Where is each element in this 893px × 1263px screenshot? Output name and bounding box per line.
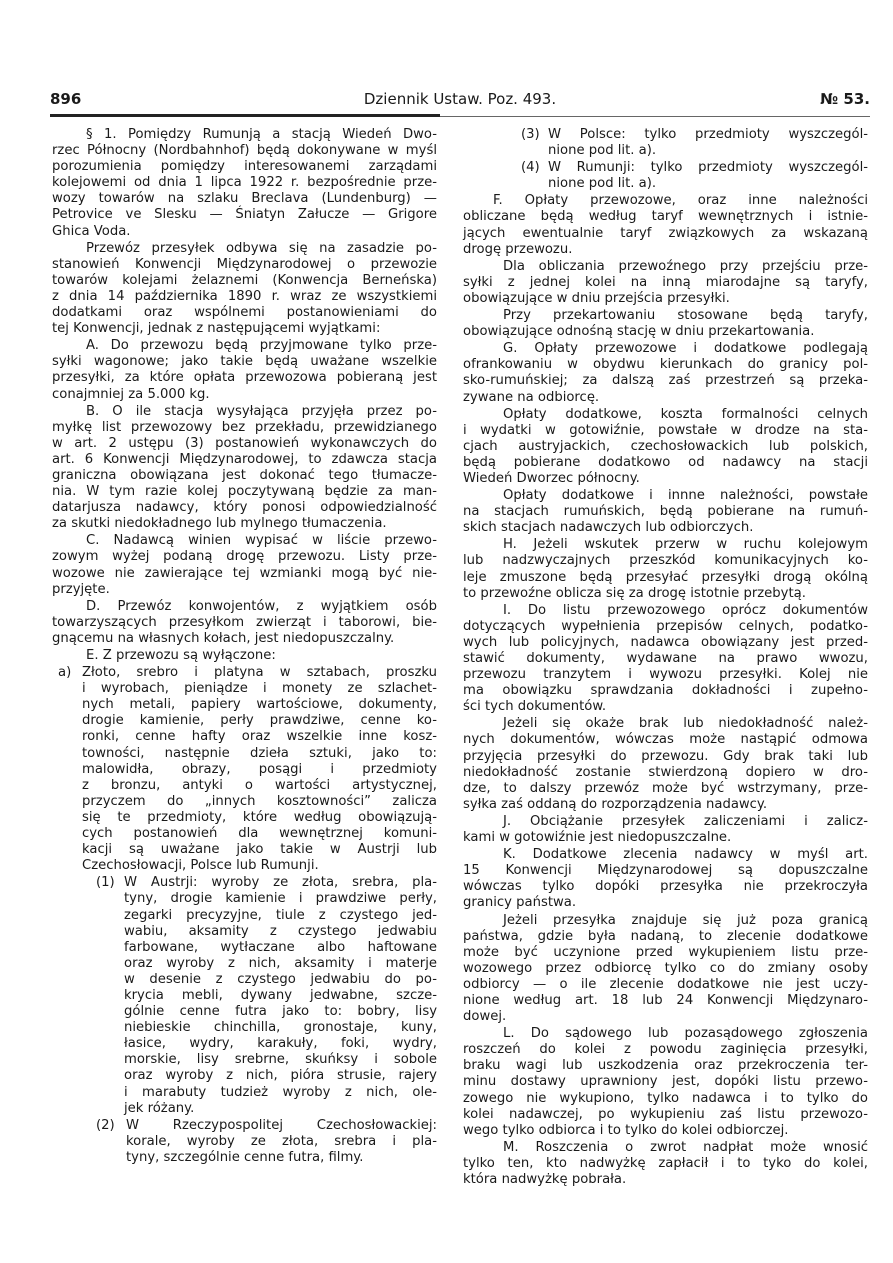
text-line: Wiedeń Dworzec północny. [463,470,640,486]
text-line: H. Jeżeli wskutek przerw w ruchu kolejowym [503,537,868,553]
text-line: conajmniej za 5.000 kg. [52,386,210,402]
text-line: krycia mebli, dywany jedwabne, szcze- [124,987,437,1003]
paragraph [52,127,437,240]
text-line: nych metali, papiery wartościowe, dokumenty, [82,697,437,713]
text-line: drogę przewozu. [463,241,573,257]
list-item [463,127,868,159]
text-line: K. Dodatkowe zlecenia nadawcy w myśl art. [503,847,868,863]
text-line: się te przedmioty, które według obowiązują- [82,809,437,825]
text-line: i wyrobach, pieniądze i monety ze szlachet- [82,681,437,697]
text-line: oraz wyroby z nich, aksamity i materje [124,955,437,971]
paragraph [52,241,437,338]
item-label: (1) [96,875,115,891]
text-line: wozy towarów na szlaku Breclava (Lundenburg) — [52,191,437,207]
text-line: wabiu, aksamity z czystego jedwabiu [124,923,437,939]
text-line: przyjęcia przesyłki do przewozu. Gdy brak taki lub [463,748,868,764]
text-line: przyczem do „innych kosztowności” zalicza [82,793,437,809]
text-line: Opłaty dodatkowe, koszta formalności celnych [503,406,868,422]
text-line: syłki z jednej kolei na inną miarodajne są taryfy, [463,274,868,290]
text-line: gólnie cenne futra jako to: bobry, lisy [124,1004,437,1020]
text-line: cjach austryjackich, czechosłowackich lub polskich, [463,438,868,454]
text-line: gnącemu na własnych kołach, jest niedopuszczalny. [52,630,395,646]
text-line: morskie, lisy srebrne, skuńksy i sobole [124,1052,437,1068]
text-line: ści tych dokumentów. [463,699,607,715]
text-line: wych lub policyjnych, nadawca obowiązany jest przed- [463,634,868,650]
issue-number: № 53. [820,90,870,108]
text-line: jących ewentualnie taryf związkowych za wskazaną [463,225,868,241]
paragraph [463,1026,868,1139]
paragraph [463,814,868,846]
text-line: towarzyszących przesyłkom zwierząt i taborowi, bie- [52,614,437,630]
text-line: dotyczących wypełnienia przepisów celnych, podatko- [463,618,868,634]
paragraph [52,533,437,597]
text-line: rzec Północny (Nordbahnhof) będą dokonywane w myśl [52,143,437,159]
text-line: C. Nadawcą winien wypisać w liście przewo- [86,533,437,549]
text-line: stawić dokumenty, wydawane na prawo wwozu, [463,651,868,666]
text-line: Przewóz przesyłek odbywa się na zasadzie po- [86,240,437,256]
paragraph [463,603,868,716]
text-line: towności, następnie dzieła sztuki, jako to: [82,745,437,761]
text-line: kacji są uważane jako takie w Austrji lub [82,842,437,858]
text-line: Jeżeli przesyłka znajduje się już poza granicą [503,912,868,928]
text-line: Opłaty dodatkowe i innne należności, powstałe [503,488,868,504]
text-line: minu dostawy uprawniony jest, dopóki listu przewo- [463,1074,868,1090]
text-line: Ghica Voda. [52,223,131,239]
paragraph [463,1140,868,1188]
text-line: i wydatki w gotowiźnie, powstałe w drodze na sta- [463,422,868,438]
text-line: dze, to dalszy przewóz może być wstrzymany, prze- [463,780,868,796]
paragraph [463,259,868,307]
header-rule-thin [440,116,870,117]
text-line: obliczane będą według taryf wewnętrznych i istnie- [463,209,868,225]
text-line: myłkę list przewozowy bez przekładu, przewidzianego [52,419,437,435]
text-line: może być uczynione przed wykupieniem listu prze- [463,944,868,960]
journal-title: Dziennik Ustaw. Poz. 493. [363,90,557,108]
list-item [52,1118,437,1166]
text-line: skich stacjach nadawczych lub odbiorczych. [463,520,754,536]
text-line: E. Z przewozu są wyłączone: [86,648,276,663]
text-line: granicy państwa. [463,895,577,911]
text-line: z dnia 14 października 1890 r. wraz ze wszystkiemi [52,288,437,304]
list-item [463,160,868,192]
text-line: Złoto, srebro i platyna w sztabach, proszku [82,665,437,681]
text-line: nione pod lit. a). [548,143,657,159]
paragraph [463,407,868,487]
text-line: ofrankowaniu w obydwu kierunkach do granicy pol- [463,357,868,373]
text-line: 15 Konwencji Międzynarodowej są dopuszczalne [463,863,868,879]
text-line: G. Opłaty przewozowe i dodatkowe podlegają [503,341,868,357]
text-line: stanowień Konwencji Międzynarodowej o przewozie [52,256,437,272]
text-line: drogie kamienie, perły prawdziwe, cenne ko- [82,713,437,729]
text-line: za skutki niedokładnego lub mylnego tłumaczenia. [52,516,387,532]
text-line: nione według art. 18 lub 24 Konwencji Międzynaro- [463,992,868,1008]
paragraph [52,404,437,533]
paragraph [463,913,868,1026]
text-line: wego tylko odbiorca i to tylko do kolei odbiorczej. [463,1122,789,1138]
item-label: (2) [96,1117,115,1133]
text-line: korale, wyroby ze złota, srebra i pla- [126,1133,437,1149]
text-line: łasice, wydry, karakuły, foki, wydry, [124,1036,437,1052]
text-line: niedokładność zostanie stwierdzoną dopiero w dro- [463,764,868,780]
text-line: przesyłki, za które opłata przewozowa pobieraną jest [52,370,437,386]
text-line: L. Do sądowego lub pozasądowego zgłoszenia [503,1026,868,1042]
paragraph [463,308,868,340]
text-line: A. Do przewozu będą przyjmowane tylko prze- [86,338,437,354]
text-line: która nadwyżkę pobrała. [463,1172,627,1187]
text-line: I. Do listu przewozowego oprócz dokumentów [503,602,868,618]
list-item [52,875,437,1116]
text-line: W Rumunji: tylko przedmioty wyszczegól- [548,160,868,176]
paragraph [463,716,868,813]
text-line: tej Konwencji, jednak z następującemi wyjątkami: [52,321,381,337]
text-line: graniczna obowiązana jest dokonać tego tłumacze- [52,467,437,483]
text-line: art. 6 Konwencji Międzynarodowej, to zdawcza stacja [52,451,437,467]
text-line: tyny, szczególnie cenne futra, filmy. [126,1149,364,1165]
text-line: na stacjach rumuńskich, będą pobierane na rumuń- [463,504,868,520]
item-label: (4) [521,160,540,176]
text-line: zowym wyżej podaną drogę przewozu. Listy prze- [52,549,437,565]
text-line: farbowane, wytłaczane albo haftowane [124,939,437,955]
text-line: będą pobierane dodatkowo od nadawcy na stacji [463,454,868,470]
text-line: W Rzeczypospolitej Czechosłowackiej: [126,1117,437,1133]
text-line: Dla obliczania przewoźnego przy przejściu prze- [503,258,868,274]
paragraph [463,341,868,405]
text-line: leje zmuszone będą przesyłać przesyłki drogą okólną [463,569,868,585]
text-line: syłka zaś oddaną do rozporządzenia nadawcy. [463,796,768,812]
text-line: D. Przewóz konwojentów, z wyjątkiem osób [86,598,437,614]
text-line: dowej. [463,1009,507,1025]
text-line: kami w gotowiźnie jest niedopuszczalne. [463,830,732,846]
text-line: w art. 2 ustępu (3) postanowień wykonawczych do [52,435,437,451]
text-line: Petrovice ve Slesku — Śniatyn Załucze — Grigore [52,207,437,223]
right-column [463,127,868,1189]
item-label: a) [58,665,72,681]
text-line: dodatkami oraz wspólnemi postanowieniami do [52,305,437,321]
text-line: jek różany. [124,1100,195,1116]
text-line: zywane na odbiorcę. [463,389,600,405]
text-line: z bronzu, antyki o wartości artystycznej, [82,777,437,793]
text-line: obowiązujące w dniu przejścia przesyłki. [463,290,730,306]
text-line: roszczeń do kolei z powodu zaginięcia przesyłki, [463,1042,868,1058]
text-line: Czechosłowacji, Polsce lub Rumunji. [82,858,319,874]
text-line: wozowe nie zawierające tej wzmianki mogą być nie- [52,565,437,581]
text-line: lub nadzwyczajnych przeszkód komunikacyjnych ko- [463,553,868,569]
text-line: B. O ile stacja wysyłająca przyjęła przez po- [86,403,437,419]
text-line: wówczas tylko dopóki przesyłka nie przekroczyła [463,879,868,895]
text-line: W Austrji: wyroby ze złota, srebra, pla- [124,875,437,891]
text-line: przewozu tranzytem i wywozu przesyłki. Kolej nie [463,667,868,683]
text-line: wozowego przez odbiorcę tylko co do zmiany osoby [463,960,868,976]
text-line: kolejowemi od dnia 1 lipca 1922 r. bezpośrednie prze- [52,175,437,191]
left-column [52,127,437,1167]
text-line: cych postanowień dla wewnętrznej komuni- [82,826,437,842]
paragraph [463,193,868,257]
text-line: Przy przekartowaniu stosowane będą taryfy, [503,308,868,324]
text-line: przyjęte. [52,581,110,597]
text-line: państwa, gdzie była nadaną, to zlecenie dodatkowe [463,928,868,944]
text-line: M. Roszczenia o zwrot nadpłat może wnosić [503,1139,868,1155]
text-line: sko-rumuńskiej; za dalszą zaś przestrzeń są przeka- [463,373,868,389]
text-line: odbiorcy — o ile zlecenie dodatkowe nie jest uczy- [463,976,868,992]
header-rule [50,114,440,117]
text-line: malowidła, obrazy, posągi i przedmioty [82,761,437,777]
text-line: F. Opłaty przewozowe, oraz inne należności [493,193,868,209]
text-line: datarjusza nadawcy, który ponosi odpowiedzialność [52,500,437,516]
text-line: to przewoźne oblicza się za drogę istotnie przebytą. [463,585,806,601]
text-line: zowego nie wykupiono, tylko nadawca i to tylko do [463,1090,868,1106]
text-line: J. Obciążanie przesyłek zaliczeniami i zalicz- [503,813,868,829]
paragraph [463,847,868,911]
paragraph [463,488,868,536]
text-line: niebieskie chinchilla, gronostaje, kuny, [124,1020,437,1036]
text-line: i marabuty tudzież wyroby z nich, ole- [124,1084,437,1100]
text-line: syłki wagonowe; jako takie będą uważane wszelkie [52,354,437,370]
text-line: W Polsce: tylko przedmioty wyszczegól- [548,127,868,142]
text-line: nych dokumentów, wówczas może nastąpić odmowa [463,732,868,748]
text-line: braku wagi lub uszkodzenia oraz przekroczenia ter- [463,1058,868,1074]
text-line: nia. W tym razie kolej poczytywaną będzie za man- [52,484,437,500]
paragraph [52,648,437,664]
text-line: oraz wyroby z nich, pióra strusie, rajery [124,1068,437,1084]
text-line: § 1. Pomiędzy Rumunją a stacją Wiedeń Dwo- [86,127,437,142]
paragraph [463,537,868,601]
text-line: zegarki precyzyjne, tiule z czystego jed- [124,907,437,923]
text-line: nione pod lit. a). [548,176,657,192]
paragraph [52,599,437,647]
text-line: tylko ten, kto nadwyżkę zapłacił i to tyko do kolei, [463,1155,868,1171]
text-line: towarów kolejami żelaznemi (Konwencja Berneńska) [52,272,437,288]
paragraph [52,338,437,402]
page-number: 896 [50,90,82,108]
text-line: obowiązujące odnośną stację w dniu przekartowania. [463,324,815,340]
item-label: (3) [521,127,540,142]
text-line: ma obowiązku sprawdzania dokładności i zupełno- [463,683,868,699]
text-line: kolei nadawczej, po wykupieniu zaś listu przewozo- [463,1106,868,1122]
text-line: w desenie z czystego jedwabiu do po- [124,971,437,987]
text-line: porozumienia pomiędzy interesowanemi zarządami [52,159,437,175]
page-header [50,90,870,110]
text-line: Jeżeli się okaże brak lub niedokładność należ- [503,716,868,732]
text-line: ronki, cenne hafty oraz wszelkie inne kosz- [82,729,437,745]
list-item [52,665,437,874]
text-line: tyny, drogie kamienie i prawdziwe perły, [124,891,437,907]
